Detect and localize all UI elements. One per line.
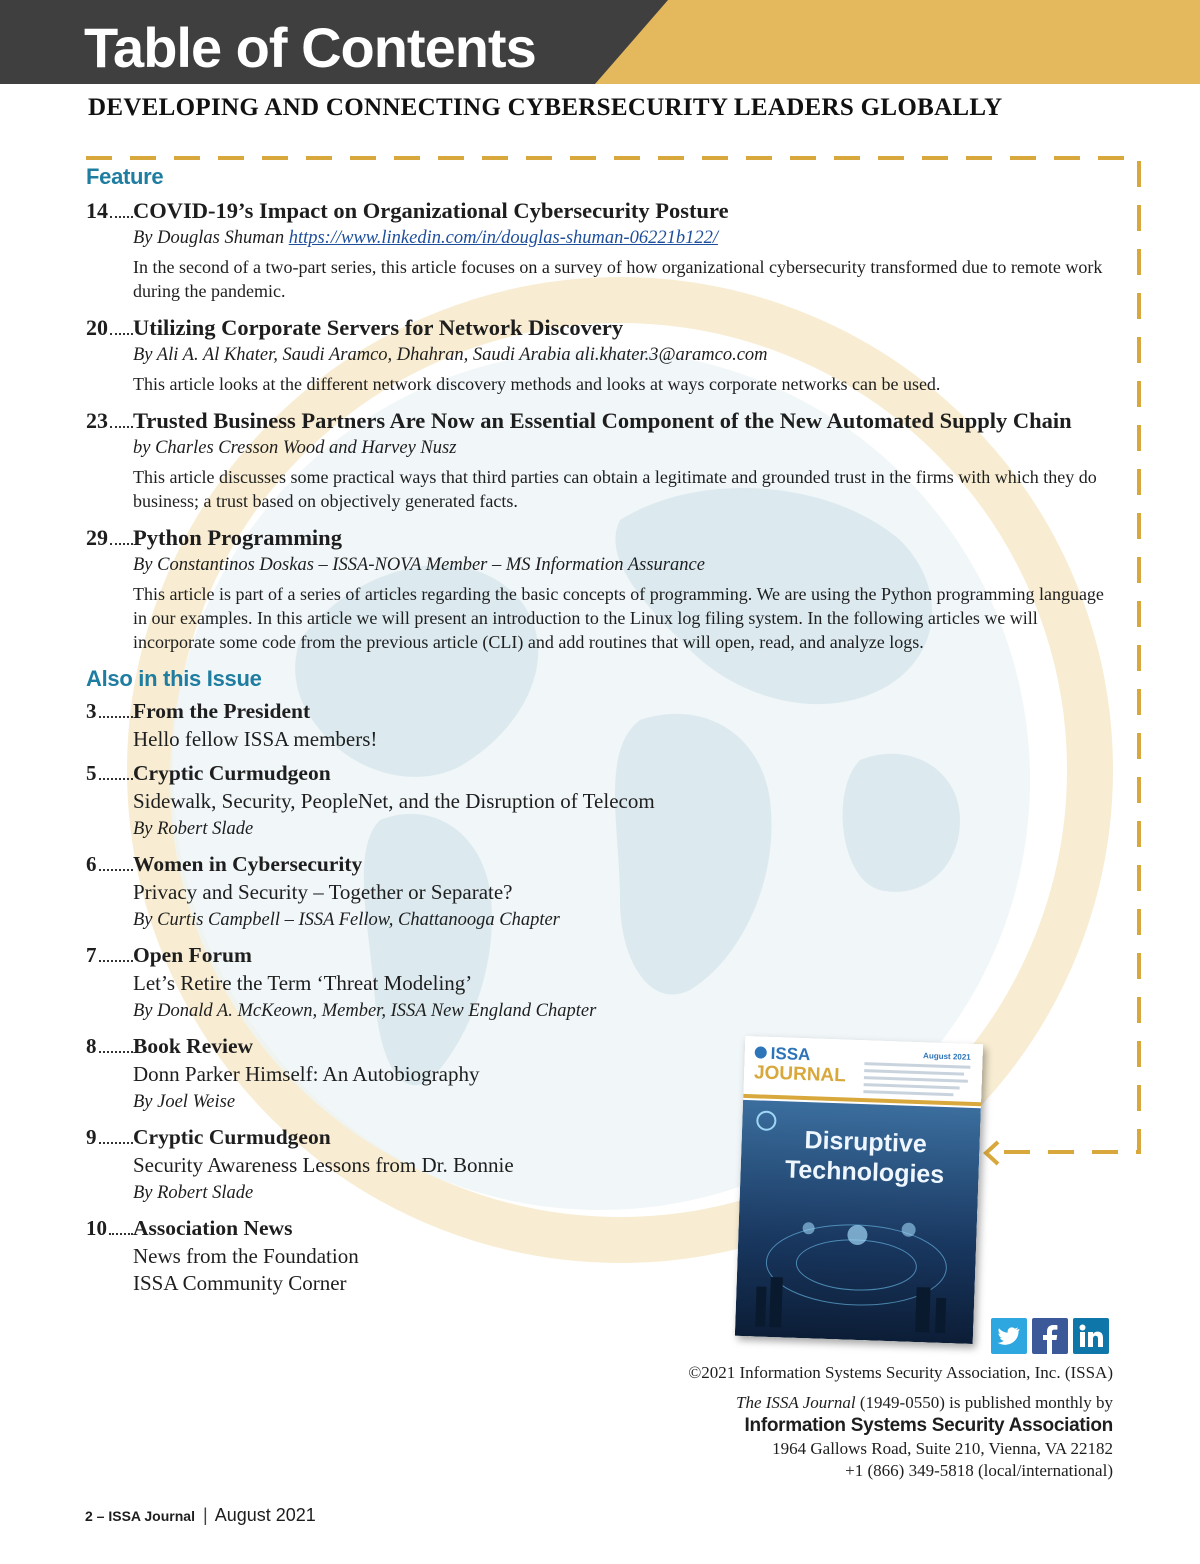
author-link[interactable]: https://www.linkedin.com/in/douglas-shuman-06221b122/	[288, 228, 718, 248]
cover-logo-top: ISSA	[770, 1043, 811, 1065]
article-byline: by Charles Cresson Wood and Harvey Nusz	[133, 438, 457, 458]
page-number: 8	[86, 1032, 133, 1061]
footer-separator: |	[202, 1505, 208, 1525]
page-subtitle: DEVELOPING AND CONNECTING CYBERSECURITY LEADERS GLOBALLY	[88, 94, 1003, 121]
item-subtitle: ISSA Community Corner	[133, 1271, 347, 1295]
feature-article[interactable]	[86, 406, 1121, 513]
page-number: 6	[86, 850, 133, 879]
article-description: This article discusses some practical ways that third parties can obtain a legitimate and grounded trust in the firms with which they do business; a trust based on objectively generated facts.	[133, 467, 1097, 511]
page-number: 29	[86, 523, 133, 552]
feature-article[interactable]	[86, 196, 1121, 303]
facebook-icon[interactable]	[1032, 1318, 1068, 1354]
dot-leader	[99, 1142, 134, 1144]
footer-issue: August 2021	[214, 1505, 316, 1525]
dot-leader	[110, 216, 133, 218]
publisher-address: 1964 Gallows Road, Suite 210, Vienna, VA 22182	[772, 1439, 1113, 1458]
article-byline: By Douglas Shuman https://www.linkedin.com/in/douglas-shuman-06221b122/	[133, 228, 718, 248]
item-byline: By Joel Weise	[133, 1092, 236, 1112]
journal-cover-image[interactable]	[735, 1036, 983, 1344]
publisher-phone: +1 (866) 349-5818 (local/international)	[845, 1461, 1113, 1480]
article-description: This article looks at the different network discovery methods and looks at ways corporate networks can be used.	[133, 374, 941, 394]
item-subtitle: Let’s Retire the Term ‘Threat Modeling’	[133, 971, 473, 995]
item-byline: By Donald A. McKeown, Member, ISSA New England Chapter	[133, 1001, 597, 1021]
item-title[interactable]: Cryptic Curmudgeon	[133, 1125, 331, 1149]
also-item[interactable]	[86, 759, 1121, 844]
page-number: 23	[86, 406, 133, 435]
item-subtitle: Privacy and Security – Together or Separate?	[133, 880, 513, 904]
article-title[interactable]: Utilizing Corporate Servers for Network Discovery	[133, 315, 624, 340]
cover-headline-1: Disruptive	[804, 1126, 928, 1159]
page-number: 3	[86, 697, 133, 726]
page-number: 20	[86, 313, 133, 342]
article-description: This article is part of a series of articles regarding the basic concepts of programming. We are using the Python programming language in our examples. In this article we will present an introduction to the Linux log filing system. In the following articles we will incorporate some code from the previous article (CLI) and add routines that will open, read, and analyze logs.	[133, 584, 1104, 652]
dot-leader	[99, 960, 134, 962]
copyright-notice: ©2021 Information Systems Security Association, Inc. (ISSA)	[688, 1363, 1113, 1382]
feature-section-label: Feature	[86, 164, 164, 189]
feature-article[interactable]	[86, 523, 1121, 654]
article-description: In the second of a two-part series, this article focuses on a survey of how organizational cybersecurity transformed due to remote work during the pandemic.	[133, 257, 1103, 301]
dot-leader	[99, 869, 134, 871]
dot-leader	[110, 333, 133, 335]
item-subtitle: Hello fellow ISSA members!	[133, 727, 378, 751]
item-title[interactable]: Cryptic Curmudgeon	[133, 761, 331, 785]
article-title[interactable]: Python Programming	[133, 525, 342, 550]
article-byline: By Constantinos Doskas – ISSA-NOVA Member – MS Information Assurance	[133, 555, 705, 575]
item-subtitle: News from the Foundation	[133, 1244, 359, 1268]
also-item[interactable]	[86, 941, 1121, 1026]
publisher-info	[593, 1360, 1113, 1482]
dot-leader	[110, 543, 133, 545]
page-number: 10	[86, 1214, 133, 1243]
cover-logo-bottom: JOURNAL	[753, 1062, 847, 1087]
item-title[interactable]: Book Review	[133, 1034, 254, 1058]
also-item[interactable]	[86, 697, 1121, 753]
item-byline: By Robert Slade	[133, 1183, 254, 1203]
page-footer	[85, 1502, 316, 1529]
footer-page-label: 2 – ISSA Journal	[85, 1508, 195, 1524]
feature-article[interactable]	[86, 313, 1121, 396]
item-subtitle: Security Awareness Lessons from Dr. Bonnie	[133, 1153, 514, 1177]
item-title[interactable]: Association News	[133, 1216, 293, 1240]
item-title[interactable]: Women in Cybersecurity	[133, 852, 363, 876]
page-number: 9	[86, 1123, 133, 1152]
publication-statement: The ISSA Journal (1949-0550) is published monthly by	[736, 1393, 1113, 1412]
twitter-icon[interactable]	[991, 1318, 1027, 1354]
item-title[interactable]: Open Forum	[133, 943, 252, 967]
page-number: 5	[86, 759, 133, 788]
article-title[interactable]: Trusted Business Partners Are Now an Essential Component of the New Automated Supply Chain	[133, 408, 1072, 433]
also-item[interactable]	[86, 850, 1121, 935]
cover-date: August 2021	[922, 1051, 971, 1062]
dot-leader	[99, 716, 134, 718]
page-number: 14	[86, 196, 133, 225]
page-number: 7	[86, 941, 133, 970]
dot-leader	[99, 778, 134, 780]
also-section-label: Also in this Issue	[86, 666, 262, 691]
social-icons	[991, 1318, 1109, 1354]
dot-leader	[109, 1233, 133, 1235]
item-byline: By Curtis Campbell – ISSA Fellow, Chattanooga Chapter	[133, 910, 560, 930]
page-title: Table of Contents	[84, 16, 536, 79]
item-subtitle: Sidewalk, Security, PeopleNet, and the Disruption of Telecom	[133, 789, 655, 813]
article-byline: By Ali A. Al Khater, Saudi Aramco, Dhahran, Saudi Arabia ali.khater.3@aramco.com	[133, 345, 768, 365]
dot-leader	[99, 1051, 134, 1053]
dot-leader	[110, 426, 133, 428]
item-byline: By Robert Slade	[133, 819, 254, 839]
publisher-name: Information Systems Security Association	[744, 1415, 1113, 1436]
cover-headline-2: Technologies	[784, 1155, 945, 1189]
article-title[interactable]: COVID-19’s Impact on Organizational Cybersecurity Posture	[133, 198, 729, 223]
item-subtitle: Donn Parker Himself: An Autobiography	[133, 1062, 480, 1086]
item-title[interactable]: From the President	[133, 699, 311, 723]
linkedin-icon[interactable]	[1073, 1318, 1109, 1354]
